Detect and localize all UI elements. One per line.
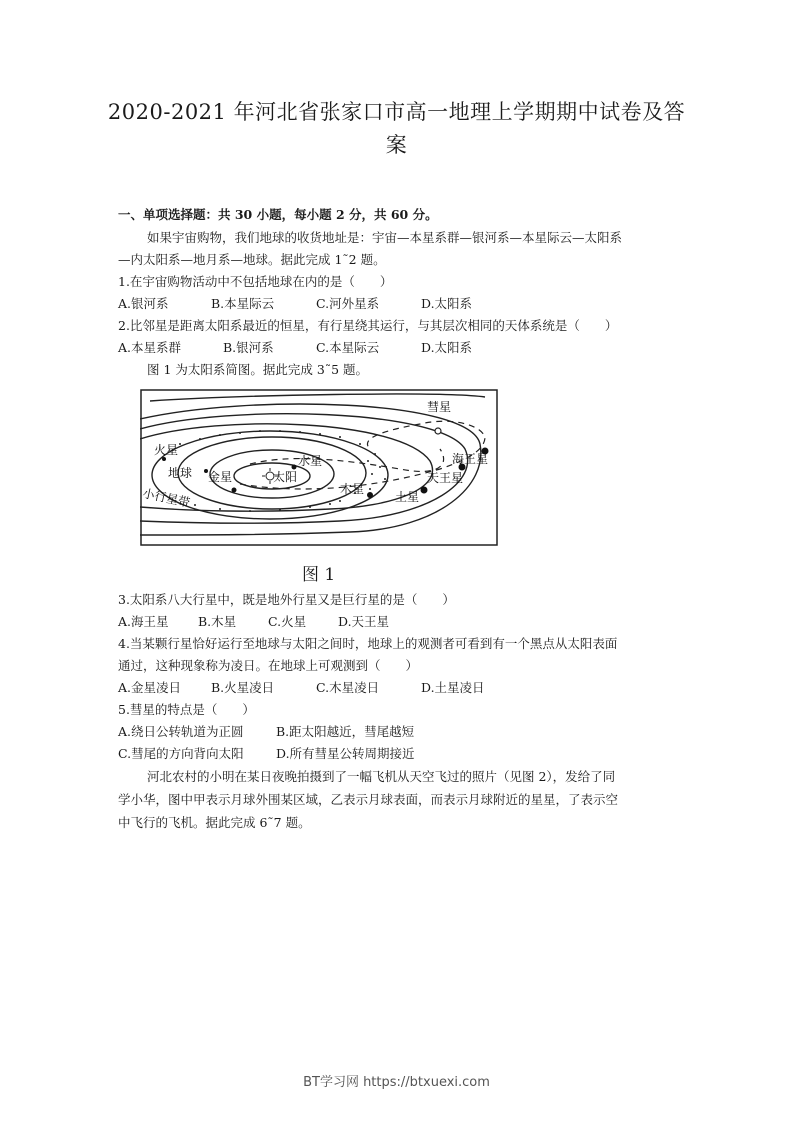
passage-2: 图 1 为太阳系简图。据此完成 3˜5 题。 [147, 362, 369, 377]
section-heading: 一、单项选择题：共 30 小题，每小题 2 分，共 60 分。 [118, 207, 438, 222]
passage-1-line-2: —内太阳系—地月系—地球。据此完成 1˜2 题。 [118, 252, 386, 267]
label-asteroid-belt: 小行星带 [141, 486, 192, 510]
label-sun: 太阳 [273, 470, 298, 484]
question-4-stem-line-1: 4.当某颗行星恰好运行至地球与太阳之间时，地球上的观测者可看到有一个黑点从太阳表面 [118, 636, 618, 651]
question-4-stem-line-2: 通过，这种现象称为凌日。在地球上可观测到（ ） [118, 658, 419, 673]
passage-1-line-1: 如果宇宙购物，我们地球的收货地址是：宇宙—本星系群—银河系—本星际云—太阳系 [147, 230, 623, 245]
title-line-1: 2020-2021 年河北省张家口市高一地理上学期期中试卷及答 [107, 100, 686, 124]
footer-watermark[interactable]: BT学习网 https://btxuexi.com [303, 1075, 490, 1090]
question-1-stem: 1.在宇宙购物活动中不包括地球在内的是（ ） [118, 274, 393, 289]
label-jupiter: 木星 [340, 482, 365, 496]
option-c[interactable]: C.河外星系 [316, 296, 380, 311]
question-5-options-row-2 [118, 743, 415, 765]
option-c[interactable]: C.火星 [268, 614, 307, 629]
passage-3-line-3: 中飞行的飞机。据此完成 6˜7 题。 [118, 815, 311, 830]
question-3-stem: 3.太阳系八大行星中，既是地外行星又是巨行星的是（ ） [118, 592, 455, 607]
option-c[interactable]: C.彗尾的方向背向太阳 [118, 746, 244, 761]
question-5-stem: 5.彗星的特点是（ ） [118, 702, 255, 717]
passage-3-line-2: 学小华，图中甲表示月球外围某区域，乙表示月球表面，而表示月球附近的星星，了表示空 [118, 792, 619, 807]
passage-3-line-1: 河北农村的小明在某日夜晚拍摄到了一幅飞机从天空飞过的照片（见图 2），发给了同 [147, 769, 616, 784]
option-d[interactable]: D.所有彗星公转周期接近 [276, 746, 415, 761]
label-uranus: 天王星 [427, 471, 464, 485]
option-a[interactable]: A.海王星 [118, 614, 169, 629]
option-d[interactable]: D.太阳系 [421, 340, 473, 355]
option-b[interactable]: B.火星凌日 [211, 680, 275, 695]
label-mercury: 水星 [298, 454, 323, 468]
document-title [100, 96, 693, 162]
option-a[interactable]: A.金星凌日 [118, 680, 182, 695]
option-d[interactable]: D.太阳系 [421, 296, 473, 311]
question-5-options-row-1 [118, 721, 414, 743]
option-b[interactable]: B.本星际云 [211, 296, 275, 311]
option-c[interactable]: C.本星际云 [316, 340, 380, 355]
option-d[interactable]: D.土星凌日 [421, 680, 485, 695]
label-earth: 地球 [168, 466, 193, 480]
figure-1-solar-system-diagram [140, 389, 498, 547]
option-a[interactable]: A.本星系群 [118, 340, 182, 355]
label-mars: 火星 [154, 443, 179, 457]
option-c[interactable]: C.木星凌日 [316, 680, 380, 695]
question-3-options [118, 611, 389, 633]
option-d[interactable]: D.天王星 [338, 614, 390, 629]
question-2-options [118, 337, 472, 359]
option-b[interactable]: B.银河系 [223, 340, 274, 355]
label-venus: 金星 [208, 470, 233, 484]
title-line-2: 案 [385, 133, 408, 157]
question-4-options [118, 677, 485, 699]
question-1-options [118, 293, 472, 315]
label-comet: 彗星 [427, 400, 452, 414]
option-a[interactable]: A.绕日公转轨道为正圆 [118, 724, 244, 739]
figure-1-caption: 图 1 [302, 565, 336, 585]
label-saturn: 土星 [395, 490, 420, 504]
option-b[interactable]: B.木星 [198, 614, 237, 629]
option-a[interactable]: A.银河系 [118, 296, 169, 311]
option-b[interactable]: B.距太阳越近，彗尾越短 [276, 724, 415, 739]
label-neptune: 海王星 [452, 452, 489, 466]
question-2-stem: 2.比邻星是距离太阳系最近的恒星，有行星绕其运行，与其层次相同的天体系统是（ ） [118, 318, 618, 333]
